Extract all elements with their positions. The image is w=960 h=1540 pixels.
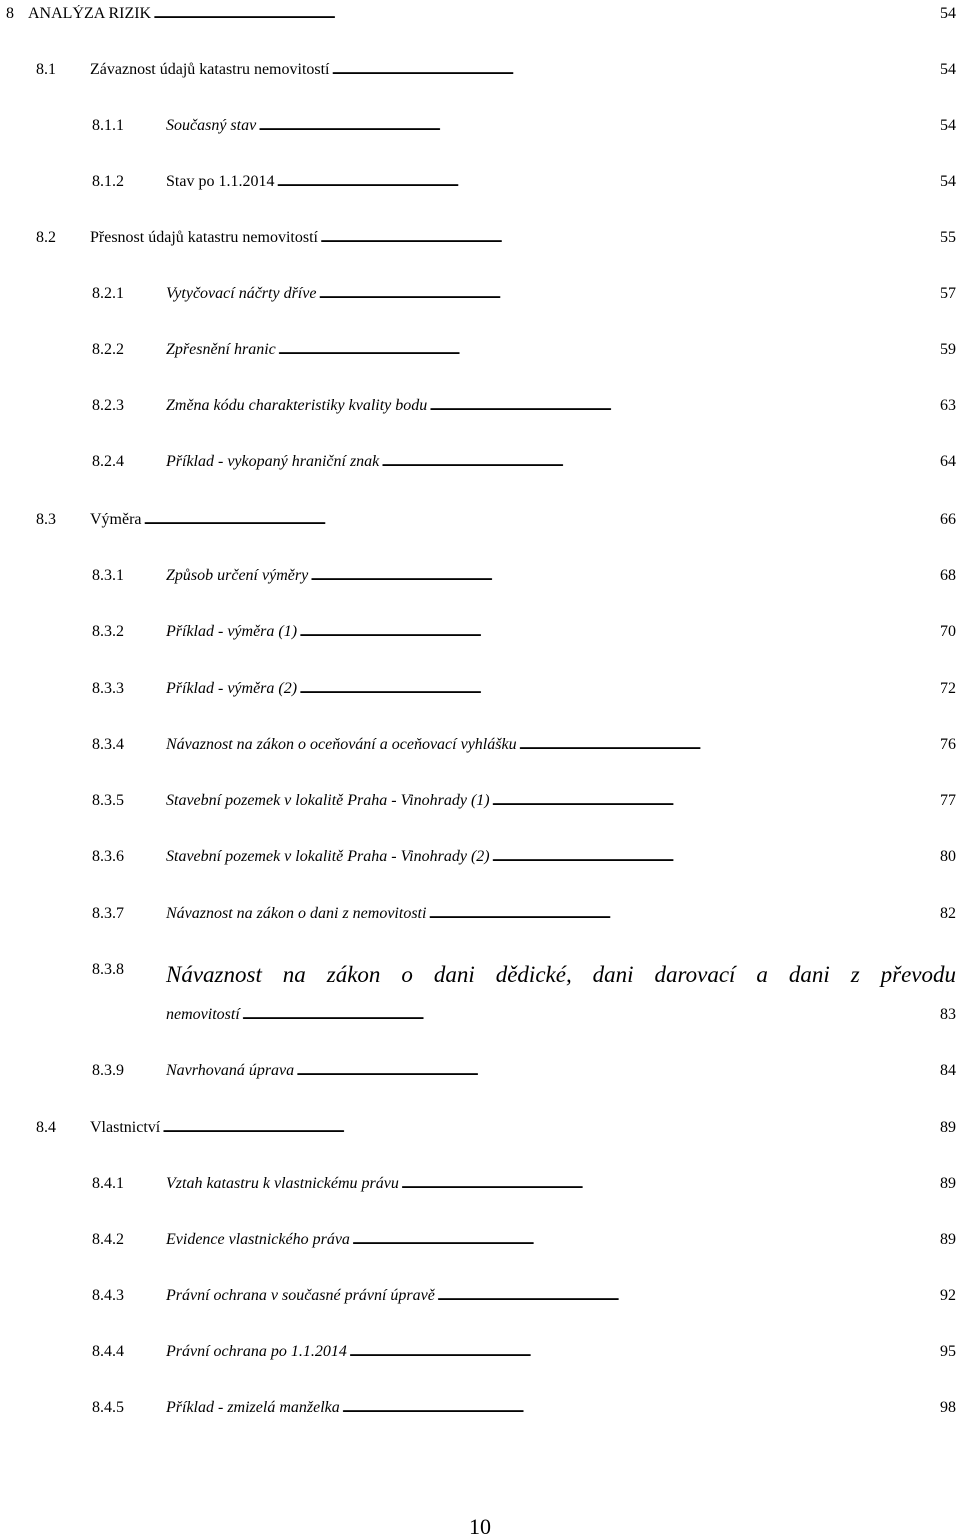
toc-dot-leader xyxy=(332,61,939,79)
toc-entry-number: 8 xyxy=(6,5,14,22)
toc-entry-page: 89 xyxy=(940,1175,956,1192)
toc-entry-title: Stavební pozemek v lokalitě Praha - Vinohrady (2) xyxy=(166,848,490,865)
toc-entry[interactable] xyxy=(36,229,956,247)
toc-entry-title: Zpřesnění hranic xyxy=(166,341,276,358)
toc-entry-page: 89 xyxy=(940,1119,956,1136)
toc-entry-title: Právní ochrana po 1.1.2014 xyxy=(166,1343,347,1360)
toc-entry-number: 8.3.2 xyxy=(92,623,124,640)
toc-entry-title: Vytyčovací náčrty dříve xyxy=(166,285,317,302)
toc-entry[interactable] xyxy=(6,5,956,23)
toc-entry-page: 59 xyxy=(940,341,956,358)
toc-dot-leader xyxy=(401,1175,938,1193)
toc-entry-title: Výměra xyxy=(90,511,142,528)
toc-entry-page: 84 xyxy=(940,1062,956,1079)
toc-entry-title: Příklad - vykopaný hraniční znak xyxy=(166,453,380,470)
toc-dot-leader xyxy=(492,792,938,810)
toc-dot-leader xyxy=(492,848,938,866)
toc-entry[interactable] xyxy=(92,397,956,415)
toc-entry-page: 77 xyxy=(940,792,956,809)
toc-entry-page: 57 xyxy=(940,285,956,302)
toc-entry-page: 83 xyxy=(940,1006,956,1023)
toc-entry-page: 89 xyxy=(940,1231,956,1248)
toc-entry[interactable] xyxy=(92,736,956,754)
toc-entry[interactable] xyxy=(92,1287,956,1305)
toc-entry-title: Návaznost na zákon o oceňování a oceňovací vyhlášku xyxy=(166,736,517,753)
toc-entry-title: Vztah katastru k vlastnickému právu xyxy=(166,1175,399,1192)
toc-entry[interactable] xyxy=(92,1062,956,1080)
toc-entry[interactable] xyxy=(166,1006,956,1024)
toc-entry-page: 68 xyxy=(940,567,956,584)
toc-entry-title: Současný stav xyxy=(166,117,257,134)
toc-entry-title: Vlastnictví xyxy=(90,1119,161,1136)
toc-entry-title-line1[interactable]: Návaznost na zákon o dani dědické, dani darovací a dani z převodu xyxy=(166,962,956,987)
toc-entry[interactable] xyxy=(92,905,956,923)
toc-entry[interactable] xyxy=(36,1119,956,1137)
toc-entry-number: 8.2.2 xyxy=(92,341,124,358)
toc-entry-page: 54 xyxy=(940,173,956,190)
toc-dot-leader xyxy=(299,623,938,641)
toc-entry[interactable] xyxy=(92,285,956,303)
toc-entry-page: 72 xyxy=(940,680,956,697)
toc-entry[interactable] xyxy=(92,1343,956,1361)
toc-dot-leader xyxy=(429,397,938,415)
toc-entry-title: Závaznost údajů katastru nemovitostí xyxy=(90,61,330,78)
toc-entry-title: ANALÝZA RIZIK xyxy=(28,5,152,22)
toc-entry-page: 98 xyxy=(940,1399,956,1416)
toc-entry-number: 8.2.1 xyxy=(92,285,124,302)
toc-entry-number: 8.3.3 xyxy=(92,680,124,697)
toc-dot-leader xyxy=(349,1343,938,1361)
toc-entry[interactable] xyxy=(92,1175,956,1193)
toc-entry[interactable] xyxy=(92,117,956,135)
toc-entry[interactable] xyxy=(36,511,956,529)
toc-entry[interactable] xyxy=(36,61,956,79)
toc-entry-number: 8.3.4 xyxy=(92,736,124,753)
toc-entry-title: nemovitostí xyxy=(166,1006,240,1023)
toc-entry-number-row[interactable] xyxy=(92,961,166,979)
toc-entry-page: 55 xyxy=(940,229,956,246)
toc-entry-title: Způsob určení výměry xyxy=(166,567,309,584)
toc-entry-page: 64 xyxy=(940,453,956,470)
toc-entry-number: 8.2 xyxy=(36,229,56,246)
toc-dot-leader xyxy=(519,736,938,754)
page-number: 10 xyxy=(469,1514,491,1539)
toc-dot-leader xyxy=(437,1287,938,1305)
toc-dot-leader xyxy=(342,1399,938,1417)
toc-entry-number: 8.3 xyxy=(36,511,56,528)
toc-dot-leader xyxy=(162,1119,938,1137)
toc-entry[interactable] xyxy=(92,1231,956,1249)
toc-entry[interactable] xyxy=(92,173,956,191)
toc-dot-leader xyxy=(352,1231,938,1249)
toc-entry-number: 8.4.1 xyxy=(92,1175,124,1192)
toc-entry-title: Navrhovaná úprava xyxy=(166,1062,295,1079)
toc-entry-number: 8.1.2 xyxy=(92,173,124,190)
toc-entry-number: 8.1 xyxy=(36,61,56,78)
toc-dot-leader xyxy=(296,1062,938,1080)
toc-entry-page: 70 xyxy=(940,623,956,640)
toc-entry-title: Stav po 1.1.2014 xyxy=(166,173,275,190)
toc-entry-number: 8.4.3 xyxy=(92,1287,124,1304)
toc-entry-page: 92 xyxy=(940,1287,956,1304)
toc-entry-title: Příklad - výměra (2) xyxy=(166,680,298,697)
toc-entry-number: 8.3.8 xyxy=(92,961,124,978)
toc-entry-page: 54 xyxy=(940,61,956,78)
toc-entry[interactable] xyxy=(92,453,956,471)
toc-entry-number: 8.2.3 xyxy=(92,397,124,414)
toc-dot-leader xyxy=(278,341,938,359)
toc-entry[interactable] xyxy=(92,680,956,698)
toc-entry-number: 8.4.2 xyxy=(92,1231,124,1248)
toc-entry-number: 8.3.6 xyxy=(92,848,124,865)
toc-entry-title: Stavební pozemek v lokalitě Praha - Vinohrady (1) xyxy=(166,792,490,809)
toc-entry-page: 76 xyxy=(940,736,956,753)
toc-entry[interactable] xyxy=(92,567,956,585)
toc-dot-leader xyxy=(381,453,938,471)
toc-entry-page: 54 xyxy=(940,117,956,134)
toc-dot-leader xyxy=(276,173,938,191)
toc-entry-page: 95 xyxy=(940,1343,956,1360)
toc-entry-page: 82 xyxy=(940,905,956,922)
toc-entry-number: 8.3.1 xyxy=(92,567,124,584)
toc-entry-number: 8.3.9 xyxy=(92,1062,124,1079)
toc-entry-page: 63 xyxy=(940,397,956,414)
toc-entry-page: 66 xyxy=(940,511,956,528)
toc-dot-leader xyxy=(258,117,938,135)
toc-entry-number: 8.2.4 xyxy=(92,453,124,470)
toc-entry-number: 8.4.4 xyxy=(92,1343,124,1360)
toc-entry-page: 80 xyxy=(940,848,956,865)
toc-entry[interactable] xyxy=(92,1399,956,1417)
toc-entry-title: Evidence vlastnického práva xyxy=(166,1231,350,1248)
toc-entry-title: Příklad - výměra (1) xyxy=(166,623,298,640)
toc-entry[interactable] xyxy=(92,341,956,359)
toc-dot-leader xyxy=(310,567,938,585)
toc-entry-title: Návaznost na zákon o dani z nemovitosti xyxy=(166,905,427,922)
toc-dot-leader xyxy=(428,905,938,923)
toc-entry-number: 8.4 xyxy=(36,1119,56,1136)
toc-dot-leader xyxy=(299,680,938,698)
toc-entry-title: Příklad - zmizelá manželka xyxy=(166,1399,340,1416)
toc-entry[interactable] xyxy=(92,848,956,866)
toc-dot-leader xyxy=(242,1006,938,1024)
toc-dot-leader xyxy=(153,5,938,23)
toc-entry-page: 54 xyxy=(940,5,956,22)
toc-dot-leader xyxy=(320,229,938,247)
toc-entry-number: 8.4.5 xyxy=(92,1399,124,1416)
toc-entry-title: Změna kódu charakteristiky kvality bodu xyxy=(166,397,428,414)
toc-entry-number: 8.3.7 xyxy=(92,905,124,922)
toc-entry[interactable] xyxy=(92,623,956,641)
toc-entry[interactable] xyxy=(92,792,956,810)
toc-entry-number: 8.3.5 xyxy=(92,792,124,809)
toc-entry-title: Přesnost údajů katastru nemovitostí xyxy=(90,229,318,246)
toc-dot-leader xyxy=(318,285,938,303)
toc-entry-title: Právní ochrana v současné právní úpravě xyxy=(166,1287,435,1304)
toc-entry-number: 8.1.1 xyxy=(92,117,124,134)
toc-dot-leader xyxy=(144,511,938,529)
